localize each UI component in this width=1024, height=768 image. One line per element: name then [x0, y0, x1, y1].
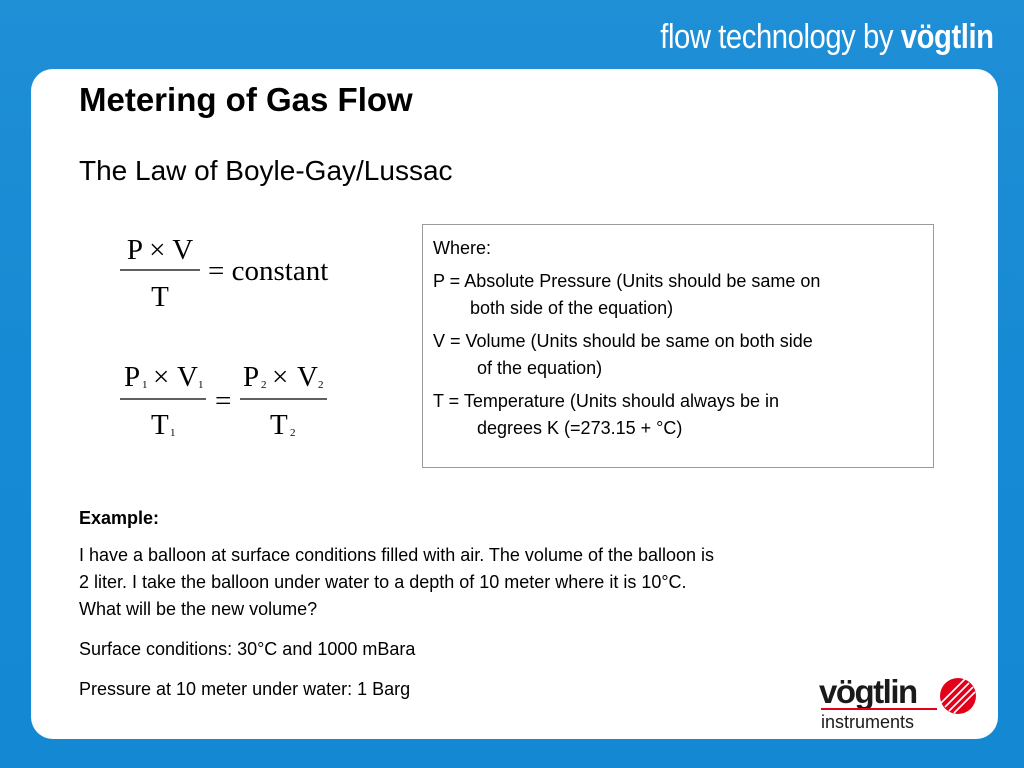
formula2-left	[120, 361, 206, 441]
logo-disc-icon	[940, 678, 976, 714]
example-line-2: 2 liter. I take the balloon under water to a depth of 10 meter where it is 10°C.	[79, 572, 687, 592]
formula2-times-right: ×	[272, 361, 289, 393]
example-heading: Example:	[79, 508, 160, 528]
legend-volume	[433, 328, 923, 382]
formula2-v2: V	[297, 361, 318, 393]
legend-pressure	[433, 268, 923, 322]
example-problem	[79, 542, 939, 623]
formula2-p1-subscript: 1	[142, 379, 148, 391]
header-brand	[661, 18, 994, 57]
formula1-numerator: P × V	[126, 234, 194, 266]
legend-pressure-line2: both side of the equation)	[470, 298, 674, 318]
header-brand-name: vögtlin	[901, 18, 994, 56]
formula2-v1: V	[177, 361, 198, 393]
legend-temperature	[433, 388, 923, 442]
header-brand-prefix: flow technology by	[660, 18, 902, 56]
formula2-p1: P	[124, 361, 141, 393]
example-line-3: What will be the new volume?	[79, 599, 318, 619]
slide-subtitle: The Law of Boyle-Gay/Lussac	[79, 155, 453, 186]
legend-heading: Where:	[433, 238, 492, 258]
formula2-t1: T	[151, 409, 169, 441]
formula1-rhs: = constant	[208, 255, 329, 287]
formula2-right	[240, 361, 327, 441]
formula2-t1-subscript: 1	[170, 427, 176, 439]
formula2-p2: P	[243, 361, 260, 393]
slide-panel	[31, 69, 998, 739]
legend-box	[422, 224, 934, 468]
example-underwater-pressure: Pressure at 10 meter under water: 1 Barg	[79, 679, 411, 699]
vogtlin-logo	[819, 673, 979, 733]
legend-temperature-line1: T = Temperature (Units should always be in	[433, 391, 780, 411]
equations	[116, 229, 406, 454]
example-surface-conditions: Surface conditions: 30°C and 1000 mBara	[79, 639, 416, 659]
legend-volume-line2: of the equation)	[477, 358, 603, 378]
formula2-p2-subscript: 2	[261, 379, 267, 391]
formula2-t2: T	[270, 409, 288, 441]
slide-title: Metering of Gas Flow	[79, 81, 413, 118]
formula2-t2-subscript: 2	[290, 427, 296, 439]
formula2-equals: =	[215, 385, 232, 417]
logo-brand-text: vögtlin	[819, 673, 917, 710]
formula1-denominator: T	[151, 281, 169, 313]
example-line-1: I have a balloon at surface conditions filled with air. The volume of the balloon is	[79, 545, 715, 565]
legend-pressure-line1: P = Absolute Pressure (Units should be same on	[433, 271, 821, 291]
formula2-v2-subscript: 2	[318, 379, 324, 391]
formula2-times-left: ×	[153, 361, 170, 393]
logo-sub-text: instruments	[821, 712, 915, 732]
formula2-v1-subscript: 1	[198, 379, 204, 391]
legend-volume-line1: V = Volume (Units should be same on both side	[433, 331, 813, 351]
example-section	[79, 505, 939, 716]
legend-temperature-line2: degrees K (=273.15 + °C)	[477, 418, 683, 438]
